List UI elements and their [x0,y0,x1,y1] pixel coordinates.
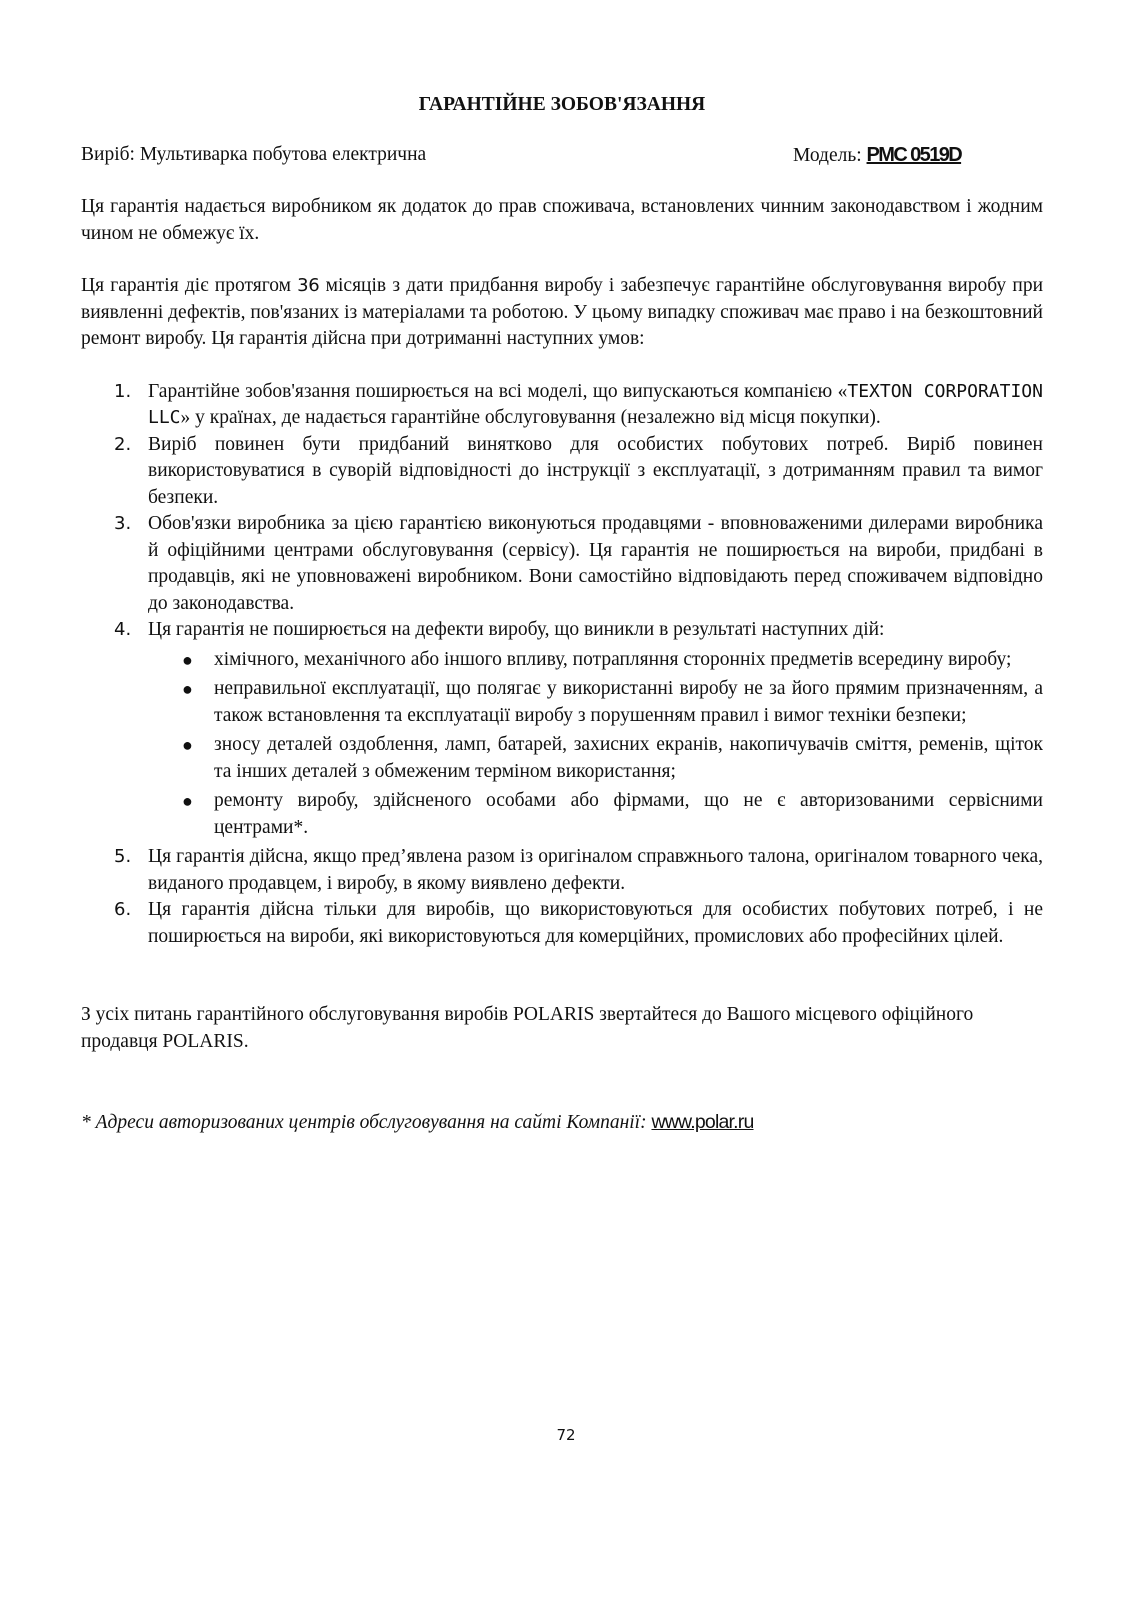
condition-text: Обов'язки виробника за цією гарантією виконуються продавцями - вповноваженими дилерами виробника й офіційними центрами обслуговування (сервісу). Ця гарантія не поширюється на вироби, придбані в продавців, які не уповноважені виробником. Вони самостійно відповідають перед споживачем відповідно до законодавства. [148,513,1043,614]
page-title: ГАРАНТІЙНЕ ЗОБОВ'ЯЗАННЯ [418,94,706,115]
exclusion-text: зносу деталей оздоблення, ламп, батарей, захисних екранів, накопичувачів сміття, ременів, щіток та інших деталей з обмеженим терміном використання; [214,734,1043,782]
condition-number: 3. [114,513,132,534]
model-label: Модель: [793,145,867,166]
contact-paragraph: З усіх питань гарантійного обслуговування виробів POLARIS звертайтеся до Вашого місцевого офіційного продавця POLARIS. [81,1004,974,1052]
exclusion-item [148,647,1043,674]
condition-item [81,432,1043,512]
product-line [81,142,1043,170]
website-link[interactable]: www.polar.ru [651,1111,754,1133]
product-label: Виріб: Мультиварка побутова електрична [81,144,427,165]
condition-text: Ця гарантія дійсна, якщо пред’явлена разом із оригіналом справжнього талона, оригіналом товарного чека, виданого продавцем, і виробу, в якому виявлено дефекти. [148,846,1043,894]
intro-2-before: Ця гарантія діє протягом [81,275,298,296]
warranty-months: 36 [297,275,320,296]
exclusion-item [148,676,1043,729]
exclusion-text: хімічного, механічного або іншого впливу, потрапляння сторонніх предметів всередину виробу; [214,648,1012,670]
condition-item [81,379,1043,432]
condition-item [81,511,1043,617]
conditions-list [81,379,1043,951]
condition-1-before: Гарантійне зобов'язання поширюється на всі моделі, що випускаються компанією « [148,380,848,402]
warranty-page [81,92,1043,1137]
condition-number: 4. [114,619,132,640]
bullet-icon: ● [182,791,193,811]
exclusion-text: неправильної експлуатації, що полягає у використанні виробу не за його прямим призначенням, а також встановлення та експлуатації виробу з порушенням правил і вимог техніки безпеки; [214,678,1043,726]
company-name: TEXTON CORPORATION LLC [148,380,1043,428]
condition-item [81,617,1043,841]
condition-number: 2. [114,433,132,455]
intro-paragraph-1: Ця гарантія надається виробником як додаток до прав споживача, встановлених чинним законодавством і жодним чином не обмежує їх. [81,196,1043,244]
condition-text: Виріб повинен бути придбаний винятково для особистих побутових потреб. Виріб повинен використовуватися в суворій відповідності до інструкції з експлуатації, з дотриманням правил та вимог безпеки. [148,433,1043,508]
exclusion-item [148,732,1043,785]
intro-paragraph-2 [81,273,1043,353]
bullet-icon: ● [182,735,193,755]
footnote-text: * Адреси авторизованих центрів обслуговування на сайті Компанії: [81,1112,652,1133]
condition-number: 5. [114,846,132,867]
condition-1-after: » у країнах, де надається гарантійне обслуговування (незалежно від місця покупки). [180,407,881,428]
footnote [81,1109,1043,1137]
condition-text: Ця гарантія дійсна тільки для виробів, що використовуються для особистих побутових потреб, і не поширюється на вироби, які використовуються для комерційних, промислових або професійних цілей. [148,899,1043,947]
bullet-icon: ● [182,649,193,670]
condition-number: 6. [114,899,132,920]
exclusions-list [148,647,1043,842]
intro-2-after: місяців з дати придбання виробу і забезпечує гарантійне обслуговування виробу при виявленні дефектів, пов'язаних із матеріалами та роботою. У цьому випадку споживач має право і на безкоштовний ремонт виробу. Ця гарантія дійсна при дотриманні наступних умов: [81,275,1044,349]
condition-text: Ця гарантія не поширюється на дефекти виробу, що виникли в результаті наступних дій: [148,619,885,640]
bullet-icon: ● [182,679,193,699]
condition-item [81,844,1043,897]
exclusion-text: ремонту виробу, здійсненого особами або фірмами, що не є авторизованими сервісними центрами*. [214,790,1043,838]
page-number: 72 [556,1426,576,1444]
model-value: PMC 0519D [866,144,962,166]
condition-item [81,897,1043,950]
condition-number: 1. [114,380,132,402]
exclusion-item [148,788,1043,841]
model-info [793,142,961,170]
